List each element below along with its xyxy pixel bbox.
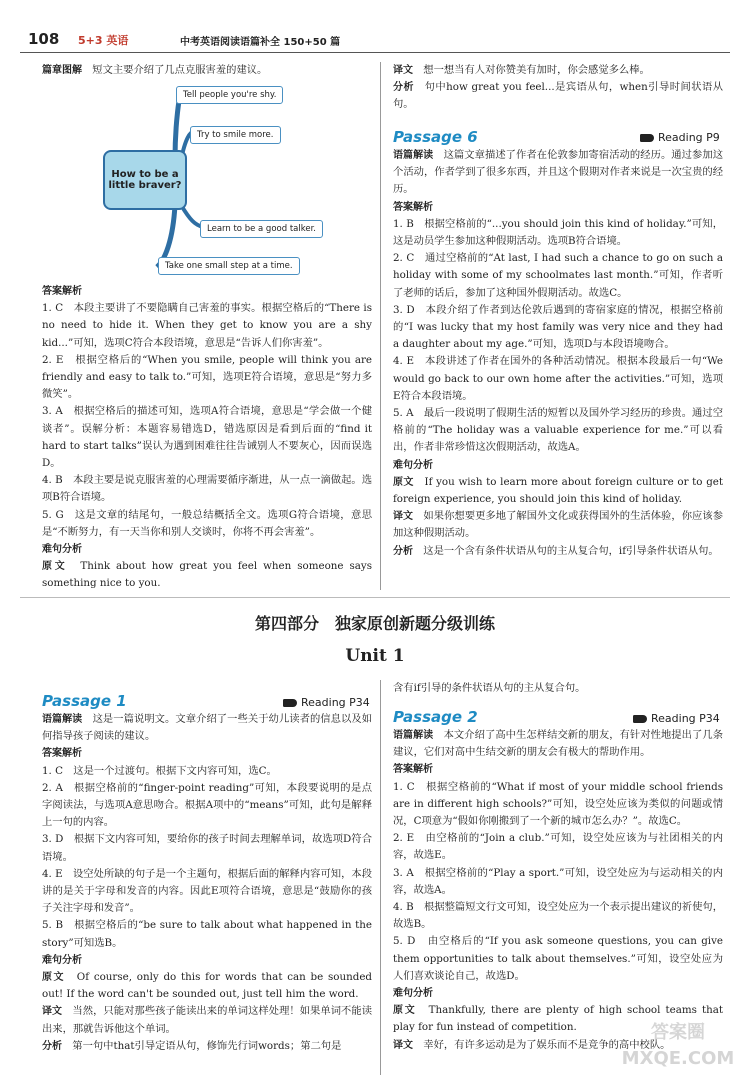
original-text: Of course, only do this for words that can be sounded out! If the word can't be sounded out, just tell him the word.	[42, 971, 373, 1001]
answer-item: 1. C 本段主要讲了不要隐瞒自己害羞的事实。根据空格后的“There is no need to hide it. When they get to know you are a shy kid...”可知，选项C符合本段语境，意思是“告诉人们你害羞”。	[42, 302, 372, 349]
column-divider	[380, 62, 381, 590]
analysis-label: 分析	[393, 82, 414, 94]
answer-item: 4. E 本段讲述了作者在国外的各种活动情况。根据本段最后一句“We would go back to our own home after the activities.”可知，选项E符合本段语境。	[393, 355, 723, 402]
section-rule	[20, 597, 730, 598]
passage-title: Passage 6	[393, 128, 478, 146]
answer-item: 5. B 根据空格后的“be sure to talk about what happened in the story”可知选B。	[42, 919, 372, 949]
column-divider	[380, 680, 381, 1075]
translation-text: 想一想当有人对你赞美有加时，你会感觉多么棒。	[423, 64, 650, 76]
translation-text: 当然，只能对那些孩子能读出来的单词这样处理！如果单词不能读出来，那就告诉他这个单词。	[42, 1005, 373, 1035]
intro-text: 本文介绍了高中生怎样结交新的朋友，有针对性地提出了几条建议，它们对高中生结交新的朋友会有极大的帮助作用。	[393, 729, 724, 759]
answer-item: 4. B 根据整篇短文行文可知，设空处应为一个表示提出建议的祈使句，故选B。	[393, 901, 723, 931]
difficult-sentence-label: 难句分析	[393, 459, 433, 471]
reading-ref: Reading P34	[633, 712, 720, 725]
brand-logo: 5+3 英语	[78, 34, 129, 47]
answer-item: 4. B 本段主要是说克服害羞的心理需要循序渐进，从一点一滴做起。选项B符合语境。	[42, 474, 372, 504]
structure-text: 短文主要介绍了几点克服害羞的建议。	[92, 64, 268, 76]
analysis-text: 这是一个含有条件状语从句的主从复合句，if引导条件状语从句。	[423, 544, 719, 557]
book-title: 中考英语阅读语篇补全 150+50 篇	[180, 37, 341, 48]
answer-item: 5. D 由空格后的“If you ask someone questions, you can give them opportunities to talk about themselves.”可知，设空处应为人们喜欢谈论自己，故选D。	[393, 935, 723, 982]
original-label: 原文	[42, 972, 65, 984]
pointing-hand-icon	[640, 134, 654, 142]
intro-label: 语篇解读	[42, 714, 83, 725]
answer-item: 2. E 根据空格后的“When you smile, people will think you are friendly and easy to talk to.”可知，选项E符合语境，意思是“努力多微笑”。	[42, 353, 372, 401]
analysis-text: 句中how great you feel...是宾语从句，when引导时间状语从句。	[393, 81, 723, 111]
structure-label: 篇章图解	[42, 65, 82, 76]
answer-item: 5. G 这是文章的结尾句，一般总结概括全文。选项G符合语境，意思是“不断努力，有一天当你和别人交谈时，你将不再会害羞”。	[42, 508, 372, 538]
original-text: If you wish to learn more about foreign culture or to get foreign experience, you should join this kind of holiday.	[393, 475, 724, 506]
passage-title: Passage 1	[42, 692, 127, 710]
top-left-answers	[42, 283, 372, 593]
section-title: 第四部分 独家原创新题分级训练	[254, 614, 495, 633]
top-right-head	[393, 62, 723, 114]
answer-item: 5. A 最后一段说明了假期生活的短暂以及国外学习经历的珍贵。通过空格前的“The holiday was a valuable experience for me.”可以看出，作者非常珍惜这次假期活动，故选A。	[393, 407, 723, 454]
translation-text: 如果你想要更多地了解国外文化或获得国外的生活体验，你应该参加这种假期活动。	[393, 510, 724, 540]
analysis-text: 第一句中that引导定语从句，修饰先行词words；第二句是	[72, 1039, 342, 1052]
answer-label: 答案解析	[393, 764, 433, 776]
original-label: 原文	[393, 476, 414, 488]
mindmap-branch: Tell people you're shy.	[176, 86, 283, 104]
original-text: Think about how great you feel when someone says something nice to you.	[42, 560, 372, 590]
original-label: 原文	[42, 561, 68, 573]
translation-text: 幸好，有许多运动是为了娱乐而不是竞争的高中校队。	[423, 1038, 671, 1051]
reading-ref: Reading P34	[283, 696, 370, 709]
answer-item: 2. A 根据空格前的“finger-point reading”可知，本段要说明的是点字阅读法，与选项A意思吻合。根据A项中的“means”可知，此句是解释上一句的内容。	[42, 781, 372, 829]
mindmap-branch: Try to smile more.	[190, 126, 281, 144]
mindmap-center: How to be a little braver?	[103, 150, 187, 210]
answer-label: 答案解析	[42, 286, 82, 297]
mindmap-branch: Learn to be a good talker.	[200, 220, 323, 238]
page-number: 108	[28, 30, 60, 48]
bottom-right-cont	[393, 680, 723, 697]
intro-label: 语篇解读	[393, 730, 434, 741]
answer-label: 答案解析	[42, 748, 82, 760]
header-rule	[20, 52, 730, 53]
answer-item: 3. D 本段介绍了作者到达伦敦后遇到的寄宿家庭的情况，根据空格前的“I was lucky that my host family was very nice and they had a daughter about my age.”可知，选项D与本段语境吻合。	[393, 303, 723, 351]
answer-item: 1. C 这是一个过渡句。根据下文内容可知，选C。	[42, 764, 277, 777]
analysis-label: 分析	[393, 545, 413, 557]
answer-item: 3. A 根据空格前的“Play a sport.”可知，设空处应为与运动相关的内容，故选A。	[393, 866, 723, 896]
mindmap-branch: Take one small step at a time.	[158, 257, 300, 275]
reading-ref: Reading P9	[640, 131, 720, 144]
pointing-hand-icon	[283, 699, 297, 707]
page-header	[20, 30, 730, 50]
translation-label: 译文	[393, 1039, 413, 1051]
difficult-sentence-label: 难句分析	[42, 544, 82, 556]
bottom-right-body	[393, 727, 723, 1054]
difficult-sentence-label: 难句分析	[393, 988, 433, 1000]
watermark: 答案圈 MXQE.COM	[621, 1022, 735, 1069]
intro-text: 这是一篇说明文。文章介绍了一些关于幼儿读者的信息以及如何指导孩子阅读的建议。	[42, 713, 373, 743]
answer-item: 2. C 通过空格前的“At last, I had such a chance to go on such a holiday with some of my schoolmates last month.”可知，作者听了老师的话后，参加了这种国外假期活动。故选C。	[393, 252, 723, 299]
answer-item: 1. B 根据空格前的“...you should join this kind of holiday.”可知，这是动员学生参加这种假期活动。选项B符合语境。	[393, 217, 723, 248]
translation-label: 译文	[393, 511, 414, 523]
answer-item: 2. E 由空格前的“Join a club.”可知，设空处应该为与社团相关的内容，故选E。	[393, 832, 723, 862]
unit-title: Unit 1	[345, 646, 405, 666]
answer-label: 答案解析	[393, 201, 433, 213]
original-text: Thankfully, there are plenty of high school teams that play for fun instead of competition.	[393, 1004, 724, 1034]
answer-item: 3. D 根据下文内容可知，要给你的孩子时间去理解单词，故选项D符合语境。	[42, 833, 372, 863]
top-left-column	[42, 62, 372, 79]
analysis-label: 分析	[42, 1040, 62, 1052]
pointing-hand-icon	[633, 715, 647, 723]
intro-label: 语篇解读	[393, 150, 434, 161]
translation-label: 译文	[42, 1006, 63, 1018]
intro-text: 这篇文章描述了作者在伦敦参加寄宿活动的经历。通过参加这个活动，作者学到了很多东西，并且这个假期对作者来说是一次宝贵的经历。	[393, 149, 724, 196]
bottom-left-body	[42, 711, 372, 1055]
answer-item: 3. A 根据空格后的描述可知，选项A符合语境，意思是“学会做一个健谈者”。误解分析：本题容易错选D，错选原因是看到后面的“find it hard to start talks”误认为遇到困难往往告诫别人不要灰心，因而误选D。	[42, 405, 372, 470]
answer-item: 4. E 设空处所缺的句子是一个主题句，根据后面的解释内容可知，本段讲的是关于字母和发音的内容。因此E项符合语境，意思是“鼓励你的孩子关注字母和发音”。	[42, 867, 372, 915]
original-label: 原文	[393, 1005, 417, 1017]
difficult-sentence-label: 难句分析	[42, 954, 82, 966]
passage-title: Passage 2	[393, 708, 478, 726]
translation-label: 译文	[393, 65, 413, 76]
answer-item: 1. C 根据空格前的“What if most of your middle school friends are in different high schools?”可知，设空处应该为类似的问题或情况，C项意为“假如你刚搬到了一个新的城市怎么办？”。故选C。	[393, 780, 723, 828]
continued-text: 含有if引导的条件状语从句的主从复合句。	[393, 682, 586, 694]
top-right-body	[393, 147, 723, 560]
